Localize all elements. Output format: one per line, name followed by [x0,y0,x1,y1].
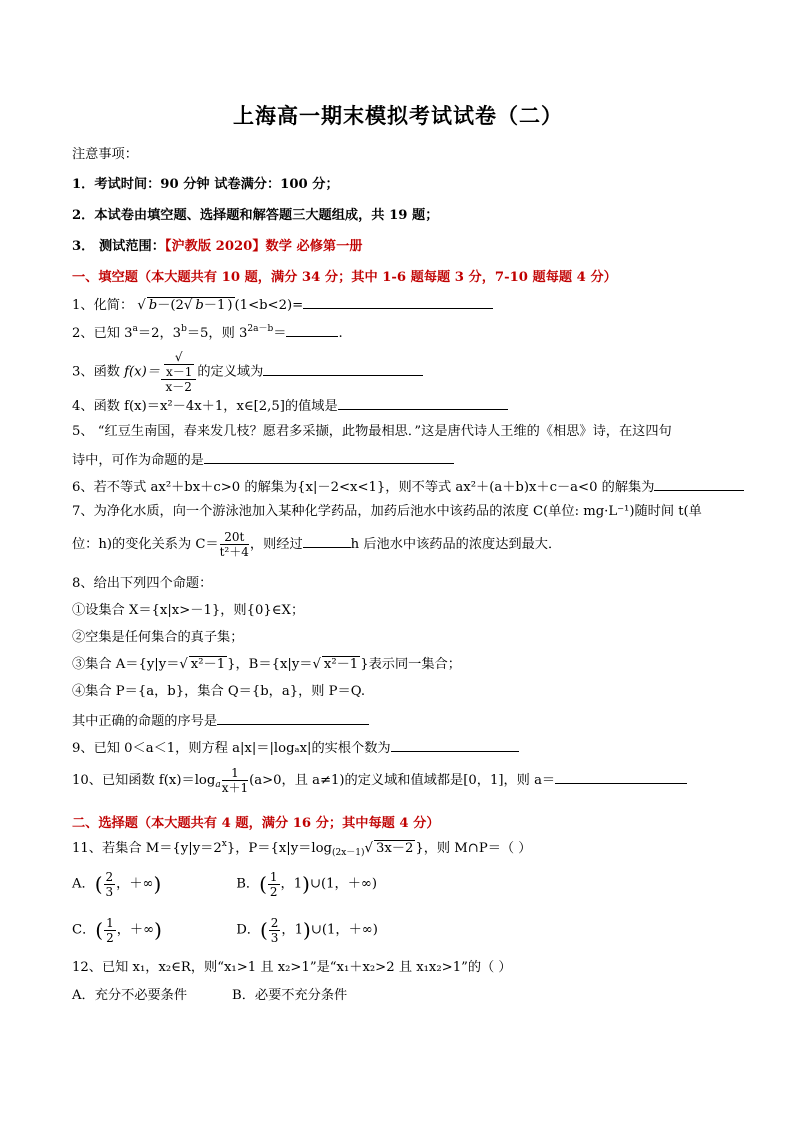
q11-option-a-tail: ，＋∞ [116,876,154,892]
notice-item-3 [72,238,724,256]
question-7-line-2 [72,528,724,562]
q11-option-d-num: 2 [270,915,279,930]
q3-numerator: x－1 [165,365,193,379]
question-9 [72,737,724,758]
q12-option-a[interactable]: A．充分不必要条件 [72,988,188,1003]
q11-option-b-num: 1 [269,869,278,884]
q8-ask-text: 其中正确的命题的序号是 [72,714,218,729]
question-12: 12、已知 x₁，x₂∈R，则“x₁>1 且 x₂>1”是“x₁＋x₂>2 且 x₁x₂>1”的（ ） [72,960,512,975]
question-8-prop-2: ②空集是任何集合的真子集； [72,630,244,645]
q11-option-b-label: B． [236,876,260,892]
q12-options-row [72,987,724,1005]
question-10 [72,764,724,798]
notice-item-2: 2．本试卷由填空题、选择题和解答题三大题组成，共 19 题； [72,208,439,223]
q11-stem-b: }，P＝{x|y＝log [226,841,332,856]
q11-stem-sub: (2x－1) [331,848,365,858]
section1-heading: 一、填空题（本大题共有 10 题，满分 34 分；其中 1-6 题每题 3 分，7-10 题每题 4 分） [72,270,617,285]
notice-heading: 注意事项： [72,147,138,162]
q11-option-b-union: ∪(1，＋∞) [309,876,378,892]
q10-log-base: a [215,780,221,790]
notice-item-1: 1．考试时间：90 分钟 试卷满分：100 分； [72,177,339,192]
question-1 [72,294,724,315]
q11-option-d-den: 3 [270,930,279,945]
q4-text: 4、函数 f(x)＝x²－4x＋1，x∈[2,5]的值域是 [72,399,338,414]
q7-line2-c: h 后池水中该药品的浓度达到最大． [350,537,562,552]
q11-option-b-tail: ，1 [280,876,303,892]
q5-answer-blank[interactable] [204,449,454,464]
section2-heading: 二、选择题（本大题共有 4 题，满分 16 分；其中每题 4 分） [72,816,440,831]
q3-suffix: 的定义域为 [197,364,264,380]
q11-option-c-num: 1 [106,915,114,930]
q11-option-c-den: 2 [106,930,114,945]
question-8-prop-4: ④集合 P＝{a，b}，集合 Q＝{b，a}，则 P＝Q. [72,684,366,699]
q2-text-c: ＝5，则 3 [186,326,248,341]
q7-line2-b: ，则经过 [249,537,303,552]
q2-answer-blank[interactable] [286,322,338,337]
q10-numerator: 1 [222,766,248,781]
q10-answer-blank[interactable] [555,769,687,784]
q11-option-d-union: ∪(1，＋∞) [310,922,378,938]
notice-scope-value: 【沪教版 2020】数学 必修第一册 [164,239,363,254]
q1-prefix: 1、化简： [72,298,134,313]
q7-fraction [220,530,249,559]
q10-text-b: (a>0，且 a≠1)的定义域和值域都是[0，1]，则 a＝ [249,773,556,788]
q2-end: . [338,326,343,341]
q8-p3-root-1: x²－1 [190,657,226,672]
q11-options-row-2 [72,912,724,949]
question-4 [72,395,724,416]
q11-option-d-tail: ，1 [281,922,303,938]
q11-option-a-label: A． [72,876,95,892]
q11-stem-exp: x [221,839,227,849]
q6-answer-blank[interactable] [654,476,744,491]
question-8-prop-1: ①设集合 X＝{x|x>－1}，则{0}∈X； [72,603,305,618]
q11-option-a-num: 2 [105,869,114,884]
question-2 [72,322,724,343]
q2-text-a: 2、已知 3 [72,326,133,341]
question-5-line-2 [72,449,724,470]
question-8-ask [72,710,724,731]
question-8-intro: 8、给出下列四个命题： [72,576,213,591]
question-3 [72,350,724,394]
q10-denominator: x＋1 [221,781,249,795]
q2-exp-b: b [181,324,187,334]
q11-option-a[interactable]: A．( $\frac{2}{3}$ ，＋∞) [72,869,162,899]
q4-answer-blank[interactable] [338,395,508,410]
q11-option-a-den: 3 [105,884,114,899]
q3-answer-blank[interactable] [263,361,423,376]
q11-option-b[interactable]: B．( $\frac{1}{2}$ ，1)∪(1，＋∞) [236,869,378,899]
q1-expr: (1<b<2)= [234,298,304,313]
q11-option-c-tail: ，＋∞ [116,922,155,938]
q3-prefix: 3、函数 [72,364,125,380]
page-title: 上海高一期末模拟考试试卷（二） [233,104,563,128]
q11-option-d[interactable]: D．( $\frac{2}{3}$ ，1)∪(1，＋∞) [236,915,378,945]
q3-fraction: √ x－1 x－2 [161,350,196,394]
q10-fraction [222,766,248,795]
q11-stem-a: 11、若集合 M＝{y|y＝2 [72,841,222,856]
q1-answer-blank[interactable] [303,294,493,309]
q8-p3-b: }，B＝{x|y＝ [227,657,313,672]
q7-line2-a: 位：h)的变化关系为 C＝ [72,537,219,552]
q9-answer-blank[interactable] [391,737,519,752]
q7-denominator: t²＋4 [219,545,249,559]
q2-exp-c: 2a－b [247,324,274,334]
question-7-line-1: 7、为净化水质，向一个游泳池加入某种化学药品，加药后池水中该药品的浓度 C(单位: mg·L⁻¹)随时间 t(单 [72,504,702,519]
q3-function: f(x)＝ [124,364,160,380]
q9-text: 9、已知 0＜a＜1，则方程 a|x|＝|logₐx|的实根个数为 [72,741,391,756]
q11-options-row-1 [72,866,724,903]
q3-denominator: x－2 [165,380,192,394]
q11-option-c[interactable]: C．( $\frac{1}{2}$ ，＋∞) [72,915,162,945]
q11-option-d-label: D． [236,922,260,938]
q7-numerator: 20t [220,530,249,545]
question-8-prop-3: ③集合 A＝{y|y＝√ x²－1 }，B＝{x|y＝√ x²－1 }表示同一集合； [72,657,461,672]
q11-stem-c: }，则 M∩P＝（ ） [415,841,532,856]
q10-text-a: 10、已知函数 f(x)＝log [72,773,216,788]
q2-exp-a: a [132,324,138,334]
q8-p3-c: }表示同一集合； [360,657,461,672]
question-6 [72,476,724,497]
q2-text-d: ＝ [273,326,287,341]
q11-option-b-den: 2 [269,884,278,899]
q1-root: √ b－(2√ b－1 ) [137,298,233,313]
notice-scope-label: 3． 测试范围： [72,239,165,254]
q12-option-b[interactable]: B．必要不充分条件 [232,988,348,1003]
q8-p3-a: ③集合 A＝{y|y＝ [72,657,180,672]
q5-line2-text: 诗中，可作为命题的是 [72,453,204,468]
q8-p3-root-2: x²－1 [323,657,359,672]
q2-text-b: ＝2，3 [137,326,182,341]
question-11: 11、若集合 $M=\{y|y=2^x\}$，$P=\{x|y=\log_{(2x-1)}√$ 3x－2 }，则 M∩P＝（ ） [72,839,532,858]
q11-option-c-label: C． [72,922,96,938]
q7-answer-blank[interactable] [303,533,351,548]
q11-stem-root: 3x－2 [375,841,414,856]
q8-answer-blank[interactable] [217,710,369,725]
q6-text: 6、若不等式 ax²＋bx＋c>0 的解集为{x|－2<x<1}，则不等式 ax²＋(a＋b)x＋c－a<0 的解集为 [72,480,655,495]
question-5-line-1: 5、 “红豆生南国，春来发几枝？愿君多采撷，此物最相思．”这是唐代诗人王维的《相思》诗，在这四句 [72,424,672,439]
